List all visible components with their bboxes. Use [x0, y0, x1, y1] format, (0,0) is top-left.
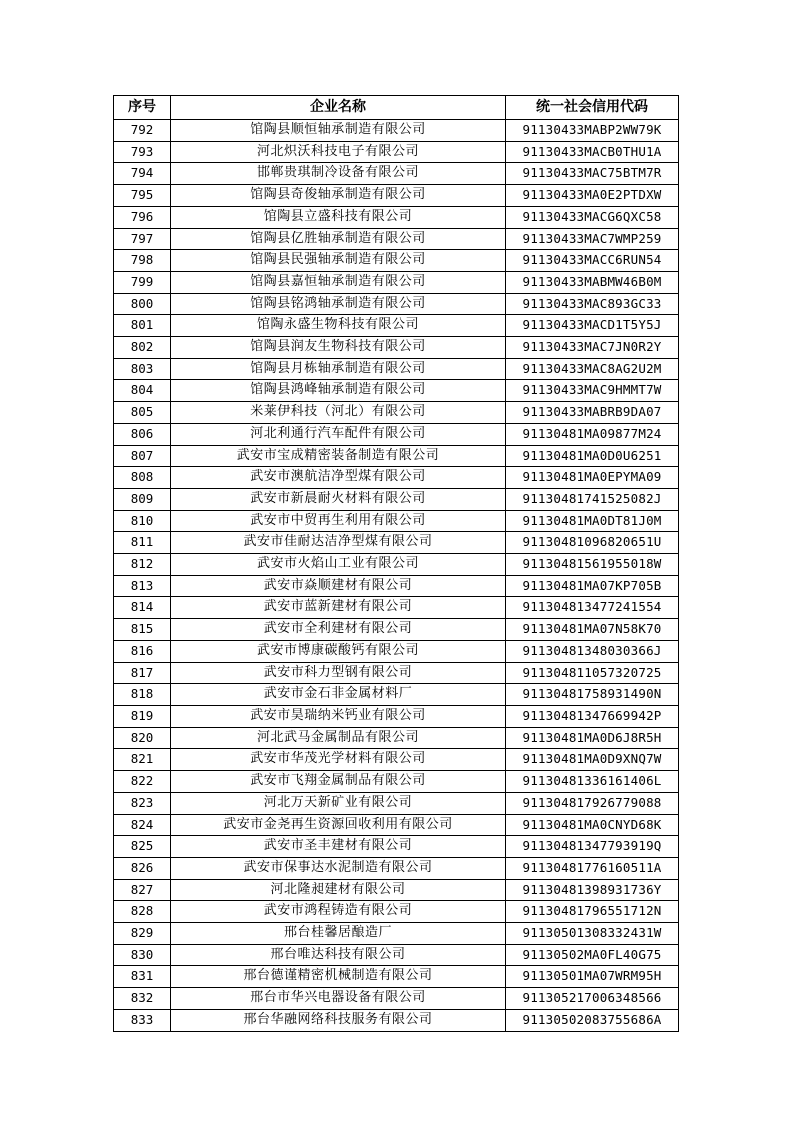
credit-code-cell: 91130433MAC9HMMT7W — [506, 380, 679, 402]
company-name-cell: 河北隆昶建材有限公司 — [171, 879, 506, 901]
serial-number-cell: 829 — [114, 923, 171, 945]
table-row — [114, 120, 679, 142]
serial-number-cell: 828 — [114, 901, 171, 923]
table-row — [114, 923, 679, 945]
table-row — [114, 944, 679, 966]
credit-code-cell: 91130433MACC6RUN54 — [506, 250, 679, 272]
company-name-cell: 邯郸贵琪制冷设备有限公司 — [171, 163, 506, 185]
table-row — [114, 532, 679, 554]
table-row — [114, 792, 679, 814]
company-name-cell: 武安市澳航洁净型煤有限公司 — [171, 467, 506, 489]
credit-code-cell: 91130433MAC8AG2U2M — [506, 358, 679, 380]
header-credit-code: 统一社会信用代码 — [506, 96, 679, 120]
company-table — [113, 95, 679, 1032]
credit-code-cell: 911304813477241554 — [506, 597, 679, 619]
company-name-cell: 武安市昊瑞纳米钙业有限公司 — [171, 705, 506, 727]
table-row — [114, 337, 679, 359]
company-name-cell: 武安市火焰山工业有限公司 — [171, 554, 506, 576]
header-company-name: 企业名称 — [171, 96, 506, 120]
company-name-cell: 武安市金尧再生资源回收利用有限公司 — [171, 814, 506, 836]
credit-code-cell: 911305217006348566 — [506, 988, 679, 1010]
serial-number-cell: 793 — [114, 141, 171, 163]
credit-code-cell: 91130501MA07WRM95H — [506, 966, 679, 988]
serial-number-cell: 798 — [114, 250, 171, 272]
company-name-cell: 武安市佳耐达洁净型煤有限公司 — [171, 532, 506, 554]
company-name-cell: 米莱伊科技（河北）有限公司 — [171, 402, 506, 424]
table-row — [114, 163, 679, 185]
credit-code-cell: 91130433MACG6QXC58 — [506, 206, 679, 228]
table-row — [114, 705, 679, 727]
table-row — [114, 727, 679, 749]
table-header-row — [114, 96, 679, 120]
company-name-cell: 河北炽沃科技电子有限公司 — [171, 141, 506, 163]
serial-number-cell: 801 — [114, 315, 171, 337]
table-row — [114, 988, 679, 1010]
credit-code-cell: 91130481096820651U — [506, 532, 679, 554]
company-name-cell: 武安市新晨耐火材料有限公司 — [171, 488, 506, 510]
credit-code-cell: 91130481MA09877M24 — [506, 423, 679, 445]
credit-code-cell: 91130481796551712N — [506, 901, 679, 923]
credit-code-cell: 91130481336161406L — [506, 771, 679, 793]
company-name-cell: 馆陶县奇俊轴承制造有限公司 — [171, 185, 506, 207]
company-name-cell: 武安市焱顺建材有限公司 — [171, 575, 506, 597]
serial-number-cell: 807 — [114, 445, 171, 467]
header-serial-number: 序号 — [114, 96, 171, 120]
credit-code-cell: 91130433MAC7JN0R2Y — [506, 337, 679, 359]
credit-code-cell: 91130481MA07KP705B — [506, 575, 679, 597]
company-name-cell: 武安市全利建材有限公司 — [171, 619, 506, 641]
credit-code-cell: 91130433MABMW46B0M — [506, 271, 679, 293]
table-row — [114, 271, 679, 293]
serial-number-cell: 815 — [114, 619, 171, 641]
credit-code-cell: 91130481MA0DT81J0M — [506, 510, 679, 532]
serial-number-cell: 821 — [114, 749, 171, 771]
serial-number-cell: 805 — [114, 402, 171, 424]
credit-code-cell: 91130433MAC75BTM7R — [506, 163, 679, 185]
company-name-cell: 馆陶县月栋轴承制造有限公司 — [171, 358, 506, 380]
table-row — [114, 879, 679, 901]
credit-code-cell: 91130501308332431W — [506, 923, 679, 945]
company-name-cell: 武安市鸿程铸造有限公司 — [171, 901, 506, 923]
credit-code-cell: 91130433MABP2WW79K — [506, 120, 679, 142]
serial-number-cell: 792 — [114, 120, 171, 142]
company-name-cell: 馆陶县顺恒轴承制造有限公司 — [171, 120, 506, 142]
company-name-cell: 河北利通行汽车配件有限公司 — [171, 423, 506, 445]
serial-number-cell: 820 — [114, 727, 171, 749]
credit-code-cell: 91130481MA0D9XNQ7W — [506, 749, 679, 771]
serial-number-cell: 816 — [114, 640, 171, 662]
table-row — [114, 597, 679, 619]
table-row — [114, 640, 679, 662]
table-row — [114, 510, 679, 532]
table-row — [114, 358, 679, 380]
serial-number-cell: 827 — [114, 879, 171, 901]
table-row — [114, 814, 679, 836]
serial-number-cell: 833 — [114, 1009, 171, 1031]
credit-code-cell: 91130481347793919Q — [506, 836, 679, 858]
company-name-cell: 邢台市华兴电器设备有限公司 — [171, 988, 506, 1010]
serial-number-cell: 808 — [114, 467, 171, 489]
credit-code-cell: 91130481MA0CNYD68K — [506, 814, 679, 836]
credit-code-cell: 911304817926779088 — [506, 792, 679, 814]
company-table-body — [114, 120, 679, 1032]
company-name-cell: 馆陶县铭鸿轴承制造有限公司 — [171, 293, 506, 315]
credit-code-cell: 91130502MA0FL40G75 — [506, 944, 679, 966]
serial-number-cell: 814 — [114, 597, 171, 619]
serial-number-cell: 811 — [114, 532, 171, 554]
table-row — [114, 445, 679, 467]
table-row — [114, 901, 679, 923]
credit-code-cell: 91130481MA0D6J8R5H — [506, 727, 679, 749]
credit-code-cell: 91130481758931490N — [506, 684, 679, 706]
company-name-cell: 武安市蓝新建材有限公司 — [171, 597, 506, 619]
table-row — [114, 684, 679, 706]
table-row — [114, 402, 679, 424]
table-row — [114, 228, 679, 250]
table-row — [114, 1009, 679, 1031]
table-row — [114, 250, 679, 272]
credit-code-cell: 91130433MACB0THU1A — [506, 141, 679, 163]
serial-number-cell: 802 — [114, 337, 171, 359]
serial-number-cell: 796 — [114, 206, 171, 228]
credit-code-cell: 91130481348030366J — [506, 640, 679, 662]
credit-code-cell: 91130481MA0D0U6251 — [506, 445, 679, 467]
table-row — [114, 380, 679, 402]
serial-number-cell: 795 — [114, 185, 171, 207]
credit-code-cell: 91130433MA0E2PTDXW — [506, 185, 679, 207]
serial-number-cell: 817 — [114, 662, 171, 684]
company-name-cell: 馆陶县民强轴承制造有限公司 — [171, 250, 506, 272]
company-name-cell: 武安市飞翔金属制品有限公司 — [171, 771, 506, 793]
credit-code-cell: 91130481776160511A — [506, 857, 679, 879]
company-name-cell: 武安市华茂光学材料有限公司 — [171, 749, 506, 771]
company-name-cell: 武安市圣丰建材有限公司 — [171, 836, 506, 858]
company-name-cell: 武安市宝成精密装备制造有限公司 — [171, 445, 506, 467]
serial-number-cell: 823 — [114, 792, 171, 814]
company-name-cell: 馆陶永盛生物科技有限公司 — [171, 315, 506, 337]
company-name-cell: 馆陶县鸿峰轴承制造有限公司 — [171, 380, 506, 402]
company-name-cell: 邢台华融网络科技服务有限公司 — [171, 1009, 506, 1031]
company-name-cell: 河北武马金属制品有限公司 — [171, 727, 506, 749]
company-name-cell: 馆陶县立盛科技有限公司 — [171, 206, 506, 228]
serial-number-cell: 824 — [114, 814, 171, 836]
table-row — [114, 966, 679, 988]
serial-number-cell: 810 — [114, 510, 171, 532]
serial-number-cell: 812 — [114, 554, 171, 576]
serial-number-cell: 822 — [114, 771, 171, 793]
table-row — [114, 315, 679, 337]
table-row — [114, 771, 679, 793]
company-name-cell: 武安市中贸再生利用有限公司 — [171, 510, 506, 532]
table-row — [114, 749, 679, 771]
serial-number-cell: 826 — [114, 857, 171, 879]
serial-number-cell: 800 — [114, 293, 171, 315]
serial-number-cell: 813 — [114, 575, 171, 597]
table-row — [114, 185, 679, 207]
credit-code-cell: 91130433MAC893GC33 — [506, 293, 679, 315]
serial-number-cell: 819 — [114, 705, 171, 727]
table-row — [114, 141, 679, 163]
credit-code-cell: 91130481347669942P — [506, 705, 679, 727]
company-name-cell: 邢台德谨精密机械制造有限公司 — [171, 966, 506, 988]
company-name-cell: 武安市科力型钢有限公司 — [171, 662, 506, 684]
credit-code-cell: 911304811057320725 — [506, 662, 679, 684]
credit-code-cell: 91130481561955018W — [506, 554, 679, 576]
serial-number-cell: 809 — [114, 488, 171, 510]
table-row — [114, 467, 679, 489]
serial-number-cell: 818 — [114, 684, 171, 706]
credit-code-cell: 91130502083755686A — [506, 1009, 679, 1031]
serial-number-cell: 794 — [114, 163, 171, 185]
serial-number-cell: 797 — [114, 228, 171, 250]
credit-code-cell: 91130433MABRB9DA07 — [506, 402, 679, 424]
credit-code-cell: 91130433MACD1T5Y5J — [506, 315, 679, 337]
serial-number-cell: 831 — [114, 966, 171, 988]
company-name-cell: 邢台唯达科技有限公司 — [171, 944, 506, 966]
credit-code-cell: 91130433MAC7WMP259 — [506, 228, 679, 250]
table-row — [114, 575, 679, 597]
credit-code-cell: 91130481741525082J — [506, 488, 679, 510]
company-name-cell: 馆陶县嘉恒轴承制造有限公司 — [171, 271, 506, 293]
company-name-cell: 武安市保事达水泥制造有限公司 — [171, 857, 506, 879]
credit-code-cell: 91130481MA07N58K70 — [506, 619, 679, 641]
company-name-cell: 武安市金石非金属材料厂 — [171, 684, 506, 706]
company-name-cell: 河北万天新矿业有限公司 — [171, 792, 506, 814]
serial-number-cell: 803 — [114, 358, 171, 380]
serial-number-cell: 832 — [114, 988, 171, 1010]
serial-number-cell: 825 — [114, 836, 171, 858]
table-row — [114, 857, 679, 879]
table-row — [114, 619, 679, 641]
table-row — [114, 554, 679, 576]
serial-number-cell: 799 — [114, 271, 171, 293]
table-row — [114, 423, 679, 445]
serial-number-cell: 806 — [114, 423, 171, 445]
table-row — [114, 293, 679, 315]
company-name-cell: 武安市博康碳酸钙有限公司 — [171, 640, 506, 662]
table-row — [114, 488, 679, 510]
table-row — [114, 662, 679, 684]
company-name-cell: 馆陶县润友生物科技有限公司 — [171, 337, 506, 359]
serial-number-cell: 804 — [114, 380, 171, 402]
table-row — [114, 206, 679, 228]
table-row — [114, 836, 679, 858]
company-name-cell: 馆陶县亿胜轴承制造有限公司 — [171, 228, 506, 250]
serial-number-cell: 830 — [114, 944, 171, 966]
credit-code-cell: 91130481398931736Y — [506, 879, 679, 901]
company-name-cell: 邢台桂馨居酿造厂 — [171, 923, 506, 945]
credit-code-cell: 91130481MA0EPYMA09 — [506, 467, 679, 489]
